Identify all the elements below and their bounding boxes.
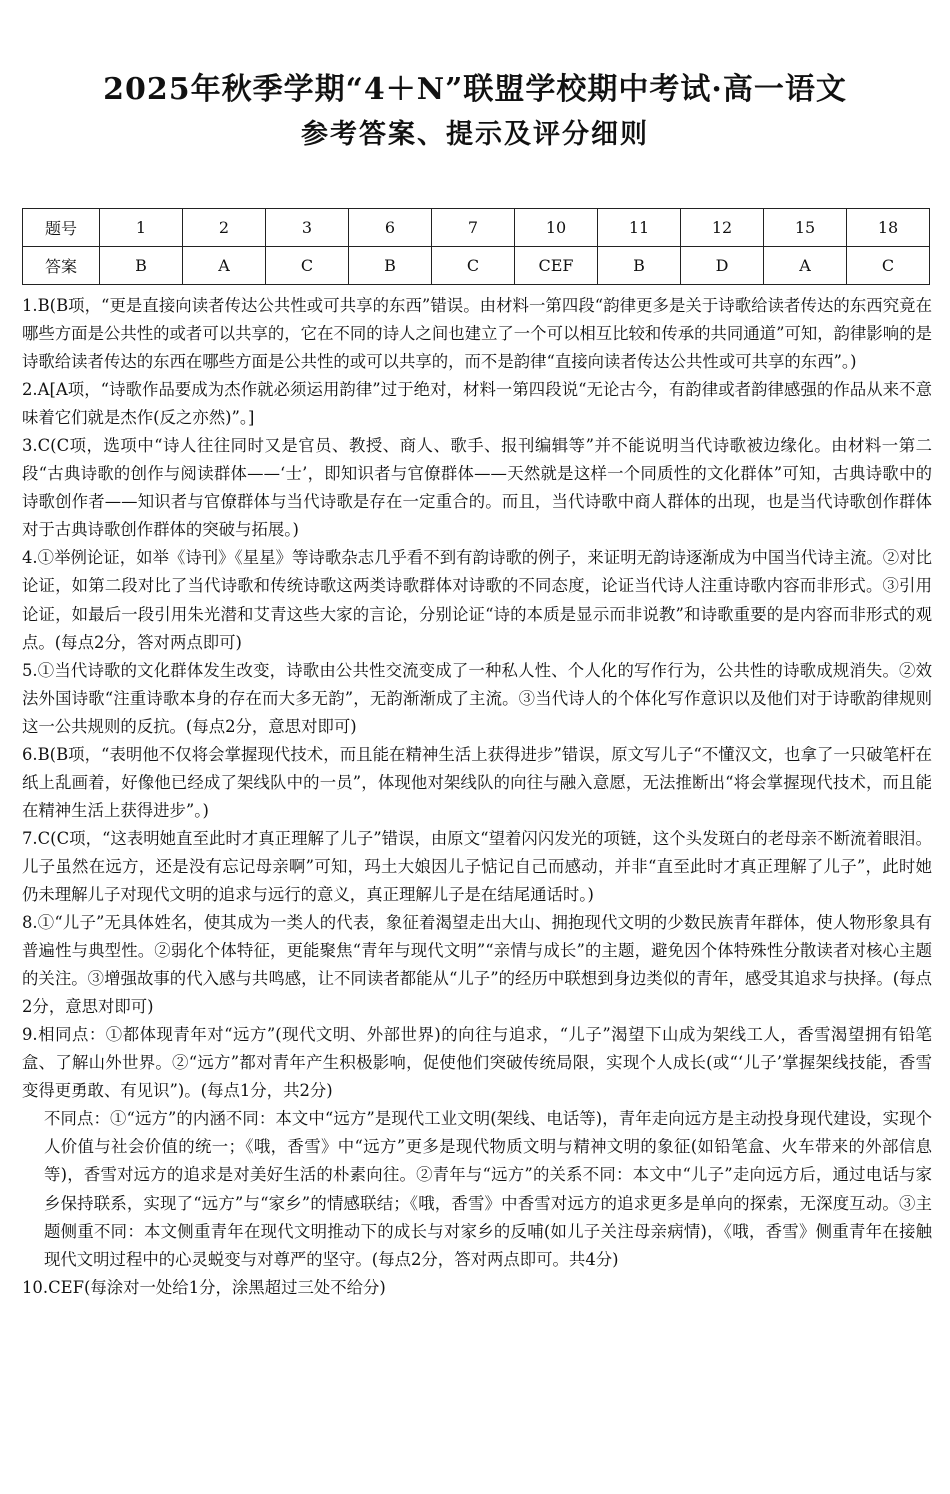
- table-cell: CEF: [515, 247, 598, 285]
- item-number: 7.: [22, 828, 38, 848]
- item-text: C(C项，选项中“诗人往往同时又是官员、教授、商人、歌手、报刊编辑等”并不能说明当代诗歌被边缘化。由材料一第二段“古典诗歌的创作与阅读群体——‘士’，即知识者与官僚群体——天然就是这样一个同质性的文化群体”可知，古典诗歌中的诗歌创作者——知识者与官僚群体与当代诗歌是存在一定重合的。而且，当代诗歌中商人群体的出现，也是当代诗歌创作群体对于古典诗歌创作群体的突破与拓展。): [22, 436, 932, 540]
- list-item: [22, 376, 932, 432]
- item-number: 8.: [22, 913, 38, 933]
- table-header-cell: 题号: [23, 209, 100, 247]
- table-cell: C: [266, 247, 349, 285]
- table-cell: 10: [515, 209, 598, 247]
- item-text: 相同点：①都体现青年对“远方”(现代文明、外部世界)的向往与追求，“儿子”渴望下山成为架线工人，香雪渴望拥有铅笔盒、了解山外世界。②“远方”都对青年产生积极影响，促使他们突破传统局限，实现个人成长(或“‘儿子’掌握架线技能，香雪变得更勇敢、有见识”)。(每点1分，共2分): [22, 1025, 932, 1101]
- answer-table: [22, 208, 930, 285]
- table-cell: A: [764, 247, 847, 285]
- item-number: 1.: [22, 296, 38, 315]
- table-cell: B: [349, 247, 432, 285]
- table-row-numbers: [23, 209, 930, 247]
- item-text: ①“儿子”无具体姓名，使其成为一类人的代表，象征着渴望走出大山、拥抱现代文明的少数民族青年群体，使人物形象具有普遍性与典型性。②弱化个体特征，更能聚焦“青年与现代文明”“亲情与成长”的主题，避免因个体特殊性分散读者对核心主题的关注。③增强故事的代入感与共鸣感，让不同读者都能从“儿子”的经历中联想到身边类似的青年，感受其追求与抉择。(每点2分，意思对即可): [22, 913, 932, 1017]
- table-header-cell: 答案: [23, 247, 100, 285]
- list-item: [22, 1274, 932, 1302]
- list-item: [22, 432, 932, 544]
- item-text: CEF(每涂对一处给1分，涂黑超过三处不给分): [48, 1277, 386, 1297]
- table-cell: 6: [349, 209, 432, 247]
- item-text: C(C项，“这表明她直至此时才真正理解了儿子”错误，由原文“望着闪闪发光的项链，这个头发斑白的老母亲不断流着眼泪。儿子虽然在远方，还是没有忘记母亲啊”可知，玛土大娘因儿子惦记自己而感动，并非“直至此时才真正理解了儿子”，此时她仍未理解儿子对现代文明的追求与远行的意义，真正理解儿子是在结尾通话时。): [22, 828, 932, 904]
- table-row-answers: [23, 247, 930, 285]
- item-number: 9.: [22, 1025, 38, 1045]
- list-item: [22, 544, 932, 656]
- table-cell: 18: [847, 209, 930, 247]
- table-cell: 3: [266, 209, 349, 247]
- list-item: [22, 909, 932, 1021]
- table-cell: 15: [764, 209, 847, 247]
- list-item: [22, 825, 932, 909]
- list-item: [22, 292, 932, 376]
- list-item: [22, 657, 932, 741]
- item-text: ①举例论证，如举《诗刊》《星星》等诗歌杂志几乎看不到有韵诗歌的例子，来证明无韵诗逐渐成为中国当代诗主流。②对比论证，如第二段对比了当代诗歌和传统诗歌这两类诗歌群体对诗歌的不同态度，论证当代诗人注重诗歌内容而非形式。③引用论证，如最后一段引用朱光潜和艾青这些大家的言论，分别论证“诗的本质是显示而非说教”和诗歌重要的是内容而非形式的观点。(每点2分，答对两点即可): [22, 548, 932, 652]
- item-number: 6.: [22, 744, 38, 764]
- table-cell: A: [183, 247, 266, 285]
- list-item: [22, 741, 932, 825]
- table-cell: 11: [598, 209, 681, 247]
- item-number: 10.: [22, 1277, 49, 1297]
- table-cell: 1: [100, 209, 183, 247]
- list-item-continuation: 不同点：①“远方”的内涵不同：本文中“远方”是现代工业文明(架线、电话等)，青年走向远方是主动投身现代建设，实现个人价值与社会价值的统一；《哦，香雪》中“远方”更多是现代物质文明与精神文明的象征(如铅笔盒、火车带来的外部信息等)，香雪对远方的追求是对美好生活的朴素向往。②青年与“远方”的关系不同：本文中“儿子”走向远方后，通过电话与家乡保持联系，实现了“远方”与“家乡”的情感联结；《哦，香雪》中香雪对远方的追求更多是单向的探索，无深度互动。③主题侧重不同：本文侧重青年在现代文明推动下的成长与对家乡的反哺(如儿子关注母亲病情)，《哦，香雪》侧重青年在接触现代文明过程中的心灵蜕变与对尊严的坚守。(每点2分，答对两点即可。共4分): [44, 1109, 932, 1269]
- table-cell: 12: [681, 209, 764, 247]
- page-subtitle: 参考答案、提示及评分细则: [301, 119, 649, 150]
- item-text: B(B项，“更是直接向读者传达公共性或可共享的东西”错误。由材料一第四段“韵律更多是关于诗歌给读者传达的东西究竟在哪些方面是公共性的或者可以共享的，它在不同的诗人之间也建立了一个可以相互比较和传承的共同通道”可知，韵律影响的是诗歌给读者传达的东西在哪些方面是公共性的或可以共享的，而不是韵律“直接向读者传达公共性或可共享的东西”。): [22, 296, 932, 372]
- item-text: ①当代诗歌的文化群体发生改变，诗歌由公共性交流变成了一种私人性、个人化的写作行为，公共性的诗歌成规消失。②效法外国诗歌“注重诗歌本身的存在而大多无韵”，无韵渐渐成了主流。③当代诗人的个体化写作意识以及他们对于诗歌韵律规则这一公共规则的反抗。(每点2分，意思对即可): [22, 660, 932, 736]
- answer-explanations: [22, 292, 932, 1302]
- table-cell: B: [100, 247, 183, 285]
- table-cell: 2: [183, 209, 266, 247]
- table-cell: D: [681, 247, 764, 285]
- list-item: [22, 1021, 932, 1105]
- item-number: 3.: [22, 436, 38, 456]
- item-text: A[A项，“诗歌作品要成为杰作就必须运用韵律”过于绝对，材料一第四段说“无论古今，有韵律或者韵律感强的作品从来不意味着它们就是杰作(反之亦然)”。]: [22, 380, 932, 428]
- item-text: B(B项，“表明他不仅将会掌握现代技术，而且能在精神生活上获得进步”错误，原文写儿子“不懂汉文，也拿了一只破笔杆在纸上乱画着，好像他已经成了架线队中的一员”，体现他对架线队的向往与融入意愿，无法推断出“将会掌握现代技术，而且能在精神生活上获得进步”。): [22, 744, 932, 820]
- table-cell: B: [598, 247, 681, 285]
- item-number: 5.: [22, 660, 38, 680]
- item-number: 4.: [22, 548, 38, 568]
- table-cell: C: [432, 247, 515, 285]
- table-cell: C: [847, 247, 930, 285]
- item-number: 2.: [22, 380, 38, 400]
- table-cell: 7: [432, 209, 515, 247]
- page-title: 2025年秋季学期“4＋N”联盟学校期中考试·高一语文: [103, 72, 847, 107]
